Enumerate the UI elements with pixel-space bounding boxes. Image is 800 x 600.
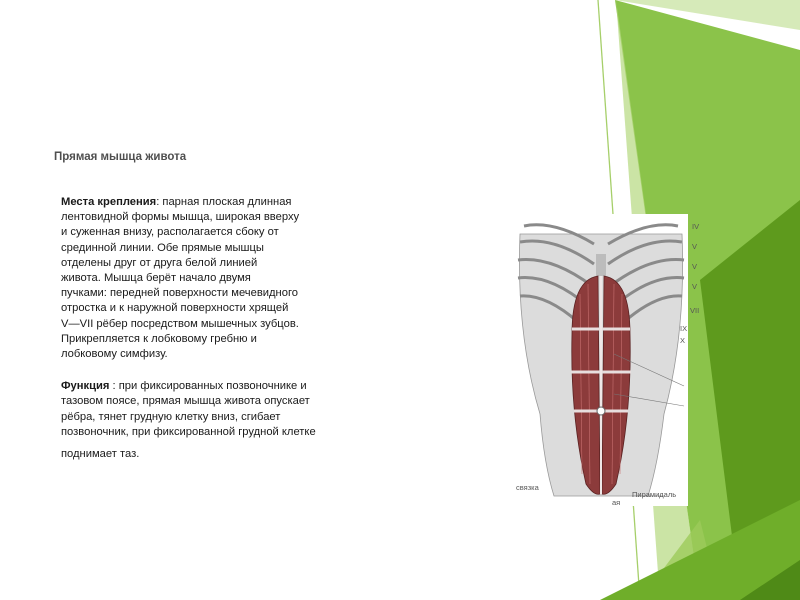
pyramidal-label: Пирамидаль [632, 490, 677, 499]
rib-label-x: X [680, 336, 686, 345]
function-line: позвоночник, при фиксированной грудной клетке [61, 425, 316, 438]
umbilicus [597, 407, 605, 415]
function-line: тазовом поясе, прямая мышца живота опускает [61, 395, 310, 408]
attachment-line: V—VII рёбер посредством мышечных зубцов. [61, 317, 299, 330]
rectus-abdominis-illustration [514, 214, 700, 507]
attachment-line: и суженная внизу, располагается сбоку от [61, 226, 279, 239]
rib-label-v3: V [692, 282, 698, 291]
slide-body [61, 195, 371, 462]
attachment-line: лентовидной формы мышца, широкая вверху [61, 211, 300, 224]
attachment-line: лобковому симфизу. [61, 348, 168, 361]
rib-label-v2: V [692, 262, 698, 271]
function-line: Функция : при фиксированных позвоночнике и [61, 380, 307, 393]
bottom-small-label: ая [612, 498, 621, 507]
attachment-line: срединной линии. Обе прямые мышцы [61, 241, 264, 254]
attachment-line: Прикрепляется к лобковому гребню и [61, 332, 257, 345]
rib-label-v: V [692, 242, 698, 251]
attachment-line: отделены друг от друга белой линией [61, 256, 258, 269]
function-line: рёбра, тянет грудную клетку вниз, сгибает [61, 410, 281, 423]
ligament-label: связка [516, 483, 539, 492]
attachment-line: Места крепления: парная плоская длинная [61, 196, 292, 208]
attachment-line: отростка и к наружной поверхности хрящей [61, 302, 289, 315]
attachment-line: живота. Мышца берёт начало двумя [61, 272, 251, 285]
slide-title: Прямая мышца живота [54, 151, 187, 163]
function-label: Функция [61, 380, 110, 393]
attachment-line: пучками: передней поверхности мечевидного [61, 287, 299, 300]
attachment-label: Места крепления [61, 196, 157, 208]
rib-label-ix: IX [680, 324, 688, 333]
function-line: поднимает таз. [61, 448, 140, 461]
rib-label-iv: IV [692, 222, 700, 231]
rib-label-vii: VII [690, 306, 700, 315]
sternum [596, 254, 606, 276]
